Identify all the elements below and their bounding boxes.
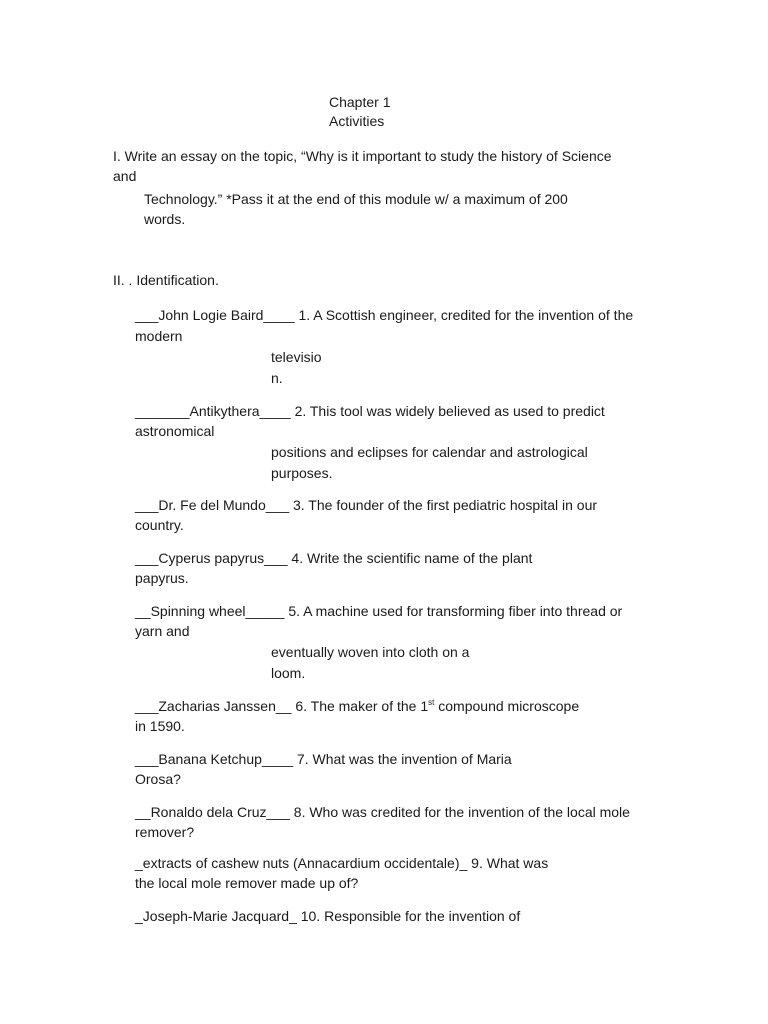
item-1-line: modern (135, 328, 183, 344)
item-10-line: _Joseph-Marie Jacquard_ 10. Responsible for the invention of (135, 908, 521, 924)
item-6-line (135, 697, 579, 715)
item-1-line: ___John Logie Baird____ 1. A Scottish engineer, credited for the invention of the (135, 307, 634, 323)
item-1-line: n. (271, 370, 283, 386)
item-9-line: _extracts of cashew nuts (Annacardium occidentale)_ 9. What was (135, 855, 549, 871)
item-5-line: eventually woven into cloth on a (271, 644, 470, 660)
item-2-line: purposes. (271, 465, 333, 481)
essay-instruction-line: and (113, 168, 137, 184)
item-5-line: loom. (271, 665, 306, 681)
essay-instruction-line: Technology.” *Pass it at the end of this module w/ a maximum of 200 (144, 191, 568, 207)
item-6-line: in 1590. (135, 718, 185, 734)
item-1-line: televisio (271, 349, 322, 365)
item-8-line: remover? (135, 824, 195, 840)
item-7-line: Orosa? (135, 771, 181, 787)
identification-heading: II. . Identification. (113, 272, 219, 288)
item-4-line: papyrus. (135, 570, 189, 586)
item-3-line: ___Dr. Fe del Mundo___ 3. The founder of the first pediatric hospital in our (135, 497, 598, 513)
ordinal-superscript: st (428, 698, 435, 707)
item-3-line: country. (135, 517, 184, 533)
item-5-line: __Spinning wheel_____ 5. A machine used for transforming fiber into thread or (135, 603, 623, 619)
item-9-line: the local mole remover made up of? (135, 875, 359, 891)
chapter-title: Chapter 1 (329, 94, 391, 110)
item-8-line: __Ronaldo dela Cruz___ 8. Who was credited for the invention of the local mole (135, 804, 630, 820)
item-6-text: compound microscope (434, 698, 580, 714)
item-7-line: ___Banana Ketchup____ 7. What was the invention of Maria (135, 751, 512, 767)
item-2-line: _______Antikythera____ 2. This tool was widely believed as used to predict (135, 403, 605, 419)
item-4-line: ___Cyperus papyrus___ 4. Write the scientific name of the plant (135, 550, 533, 566)
essay-instruction-line: words. (144, 211, 186, 227)
item-2-line: positions and eclipses for calendar and astrological (271, 444, 588, 460)
item-5-line: yarn and (135, 623, 190, 639)
essay-instruction-line: I. Write an essay on the topic, “Why is it important to study the history of Science (113, 148, 612, 164)
item-6-text: ___Zacharias Janssen__ 6. The maker of the 1 (135, 698, 429, 714)
activities-title: Activities (329, 113, 385, 129)
item-2-line: astronomical (135, 423, 215, 439)
